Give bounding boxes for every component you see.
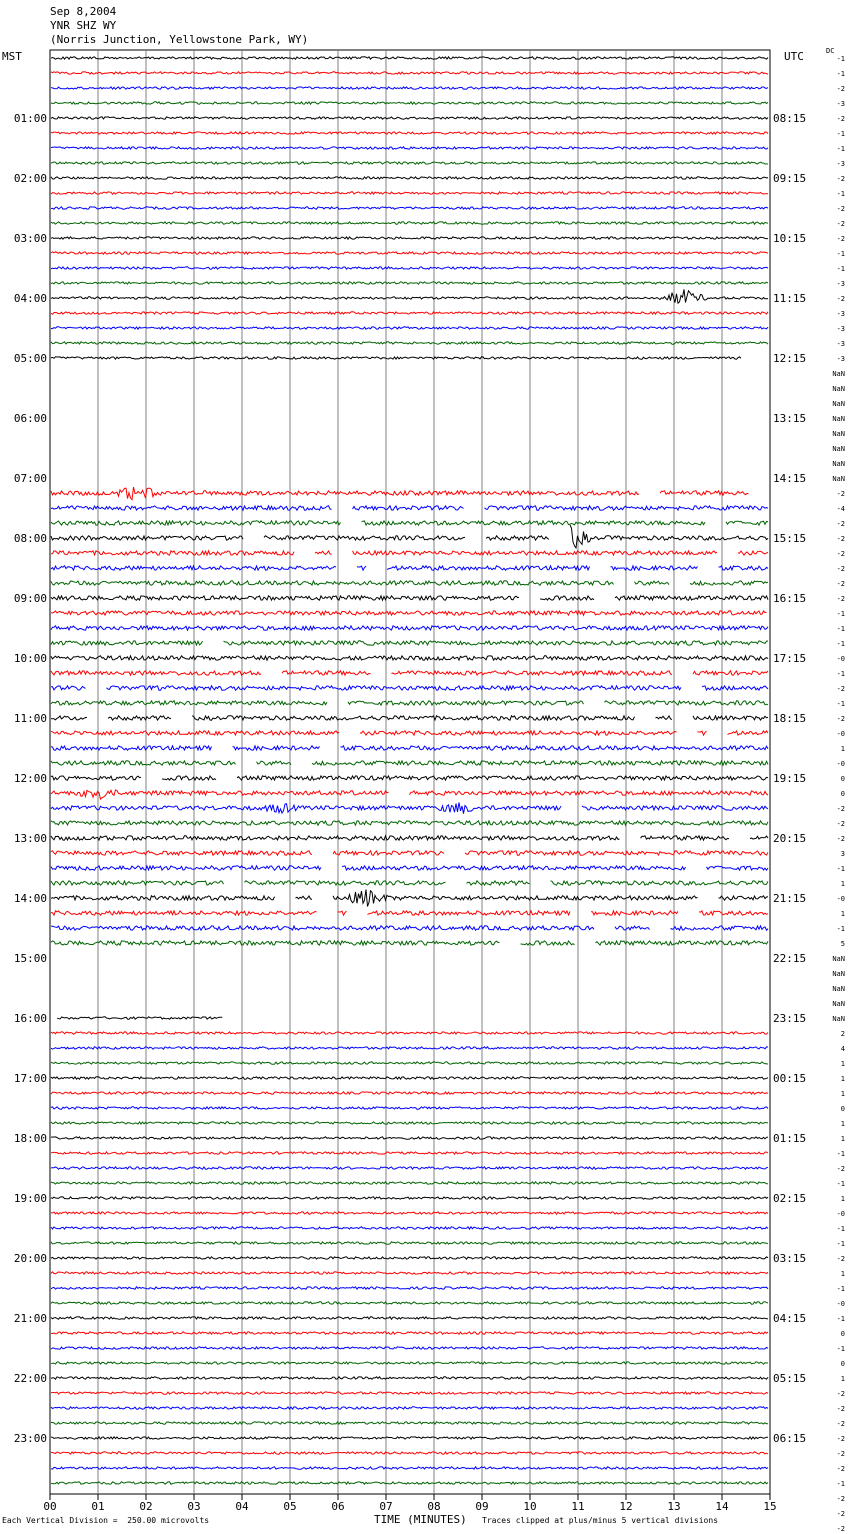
seismic-trace	[51, 1437, 768, 1439]
seismic-trace	[51, 1332, 768, 1334]
mst-hour-label: 05:00	[13, 352, 47, 365]
seismic-trace	[51, 851, 768, 855]
dc-offset-label: 1	[840, 910, 845, 918]
dc-offset-label: -1	[836, 1345, 845, 1353]
mst-hour-label: 09:00	[13, 592, 47, 605]
dc-offset-label: -2	[836, 565, 845, 573]
utc-hour-label: 23:15	[773, 1012, 807, 1025]
x-tick-label: 01	[91, 1500, 105, 1513]
seismic-trace	[51, 1077, 768, 1079]
seismic-trace	[51, 312, 768, 314]
dc-offset-label: -0	[836, 730, 845, 738]
seismic-trace	[51, 890, 768, 907]
utc-hour-label: 20:15	[773, 832, 807, 845]
dc-offset-label: -4	[836, 505, 845, 513]
dc-offset-label: NaN	[832, 385, 845, 393]
dc-offset-label: 4	[840, 1045, 845, 1053]
seismic-trace	[51, 177, 768, 179]
seismic-trace	[51, 790, 768, 799]
dc-offset-label: 1	[840, 1060, 845, 1068]
dc-offset-label: -1	[836, 55, 845, 63]
dc-offset-label: -1	[836, 625, 845, 633]
seismic-trace	[51, 1272, 768, 1274]
dc-offset-label: -2	[836, 1405, 845, 1413]
seismic-trace	[51, 1242, 768, 1244]
dc-offset-label: -0	[836, 1210, 845, 1218]
seismic-trace	[51, 611, 767, 615]
seismic-trace	[51, 1377, 768, 1379]
seismic-trace	[51, 1347, 768, 1349]
dc-offset-label: -2	[836, 295, 845, 303]
mst-hour-label: 22:00	[13, 1372, 47, 1385]
seismic-trace	[51, 671, 768, 675]
dc-offset-label: -2	[836, 205, 845, 213]
x-tick-label: 09	[475, 1500, 489, 1513]
mst-hour-label: 11:00	[13, 712, 47, 725]
dc-offset-label: 1	[840, 1135, 845, 1143]
utc-hour-label: 13:15	[773, 412, 807, 425]
utc-hour-label: 16:15	[773, 592, 807, 605]
dc-offset-label: 1	[840, 1195, 845, 1203]
utc-hour-label: 11:15	[773, 292, 807, 305]
dc-offset-label: -2	[836, 115, 845, 123]
chart-date: Sep 8,2004	[50, 5, 117, 18]
x-tick-label: 12	[619, 1500, 633, 1513]
dc-offset-label: 0	[840, 1360, 845, 1368]
mst-hour-label: 02:00	[13, 172, 47, 185]
dc-offset-label: 1	[840, 1090, 845, 1098]
seismic-trace	[51, 327, 768, 329]
dc-offset-label: -2	[836, 235, 845, 243]
dc-offset-label: -1	[836, 865, 845, 873]
x-tick-label: 11	[571, 1500, 585, 1513]
seismic-trace	[51, 596, 768, 600]
dc-offset-label: 0	[840, 790, 845, 798]
seismic-trace	[51, 686, 768, 690]
mst-hour-label: 14:00	[13, 892, 47, 905]
dc-offset-label: -3	[836, 325, 845, 333]
seismic-trace	[51, 1047, 768, 1049]
seismic-trace	[51, 566, 768, 570]
dc-offset-label: -2	[836, 715, 845, 723]
dc-offset-label: NaN	[832, 475, 845, 483]
dc-offset-label: NaN	[832, 430, 845, 438]
dc-offset-label: -1	[836, 70, 845, 78]
plot-frame	[50, 50, 770, 1494]
dc-offset-label: -2	[836, 1450, 845, 1458]
dc-offset-label: -0	[836, 1300, 845, 1308]
dc-offset-label: 2	[840, 1030, 845, 1038]
dc-offset-label: 0	[840, 1330, 845, 1338]
dc-offset-label: 3	[840, 850, 845, 858]
seismic-trace	[51, 207, 768, 209]
seismic-trace	[51, 1122, 768, 1124]
dc-offset-label: -3	[836, 280, 845, 288]
seismic-trace	[51, 521, 768, 525]
dc-offset-label: 1	[840, 1075, 845, 1083]
seismic-trace	[51, 802, 768, 813]
dc-offset-label: NaN	[832, 1015, 845, 1023]
dc-offset-label: -2	[836, 595, 845, 603]
seismic-trace	[51, 102, 768, 104]
seismic-trace	[51, 1392, 768, 1394]
clip-note: Traces clipped at plus/minus 5 vertical divisions	[482, 1516, 719, 1525]
dc-offset-label: NaN	[832, 415, 845, 423]
seismic-trace	[51, 1167, 768, 1169]
dc-offset-label: 1	[840, 880, 845, 888]
dc-offset-label: NaN	[832, 1000, 845, 1008]
dc-offset-label: NaN	[832, 445, 845, 453]
mst-hour-label: 08:00	[13, 532, 47, 545]
dc-offset-label: -2	[836, 1390, 845, 1398]
dc-offset-label: -1	[836, 610, 845, 618]
dc-offset-label: -2	[836, 550, 845, 558]
dc-offset-label: 0	[840, 1105, 845, 1113]
dc-offset-label: -3	[836, 310, 845, 318]
x-tick-label: 03	[187, 1500, 201, 1513]
seismic-trace	[51, 1317, 768, 1319]
x-tick-label: 06	[331, 1500, 345, 1513]
dc-offset-label: -2	[836, 1420, 845, 1428]
dc-offset-label: -2	[836, 1435, 845, 1443]
dc-offset-label: -1	[836, 190, 845, 198]
utc-hour-label: 04:15	[773, 1312, 807, 1325]
scale-note: Each Vertical Division = 250.00 microvolts	[2, 1516, 210, 1525]
x-tick-label: 02	[139, 1500, 153, 1513]
x-tick-label: 14	[715, 1500, 729, 1513]
utc-hour-label: 03:15	[773, 1252, 807, 1265]
dc-offset-label: NaN	[832, 970, 845, 978]
dc-offset-label: -2	[836, 1495, 845, 1503]
dc-offset-label: -0	[836, 760, 845, 768]
seismic-trace	[51, 641, 768, 645]
utc-hour-label: 17:15	[773, 652, 807, 665]
dc-offset-label: -1	[836, 250, 845, 258]
dc-offset-label: -2	[836, 685, 845, 693]
utc-hour-label: 08:15	[773, 112, 807, 125]
seismic-trace	[51, 1422, 768, 1424]
dc-offset-label: -2	[836, 490, 845, 498]
dc-offset-label: -0	[836, 895, 845, 903]
seismic-trace	[57, 1017, 222, 1019]
seismic-trace	[51, 1362, 768, 1364]
dc-offset-label: -1	[836, 640, 845, 648]
seismic-trace	[51, 1467, 768, 1469]
mst-hour-label: 13:00	[13, 832, 47, 845]
mst-hour-label: 07:00	[13, 472, 47, 485]
x-tick-label: 07	[379, 1500, 393, 1513]
dc-offset-label: -1	[836, 1480, 845, 1488]
dc-offset-label: -3	[836, 340, 845, 348]
dc-offset-label: -3	[836, 355, 845, 363]
dc-offset-label: 1	[840, 1120, 845, 1128]
mst-hour-label: 06:00	[13, 412, 47, 425]
utc-hour-label: 06:15	[773, 1432, 807, 1445]
dc-offset-label: NaN	[832, 460, 845, 468]
x-axis-label: TIME (MINUTES)	[374, 1513, 467, 1526]
seismic-trace	[51, 821, 768, 825]
seismic-trace	[51, 1257, 768, 1259]
seismic-trace	[51, 162, 768, 164]
x-tick-label: 00	[43, 1500, 57, 1513]
dc-offset-label: -1	[836, 1240, 845, 1248]
utc-hour-label: 18:15	[773, 712, 807, 725]
utc-hour-label: 01:15	[773, 1132, 807, 1145]
mst-hour-label: 19:00	[13, 1192, 47, 1205]
dc-offset-label: -2	[836, 1525, 845, 1533]
seismic-trace	[51, 716, 768, 720]
mst-hour-label: 16:00	[13, 1012, 47, 1025]
seismic-trace	[51, 1182, 768, 1184]
seismic-trace	[51, 1212, 768, 1214]
mst-hour-label: 20:00	[13, 1252, 47, 1265]
dc-offset-label: -0	[836, 655, 845, 663]
seismic-trace	[51, 487, 749, 500]
seismic-trace	[51, 1287, 768, 1289]
utc-hour-label: 19:15	[773, 772, 807, 785]
seismic-trace	[51, 746, 768, 750]
seismic-trace	[51, 1197, 768, 1199]
mst-hour-label: 04:00	[13, 292, 47, 305]
mst-hour-label: 03:00	[13, 232, 47, 245]
dc-offset-label: -2	[836, 1255, 845, 1263]
dc-offset-label: -1	[836, 1315, 845, 1323]
seismic-trace	[51, 881, 768, 885]
seismic-trace	[51, 866, 768, 870]
seismic-trace	[51, 357, 741, 359]
dc-offset-label: -2	[836, 175, 845, 183]
seismic-trace	[51, 1107, 768, 1109]
seismic-trace	[51, 626, 768, 630]
left-timezone-label: MST	[2, 50, 22, 63]
dc-offset-label: 1	[840, 1375, 845, 1383]
dc-offset-label: -2	[836, 805, 845, 813]
seismic-trace	[51, 1137, 768, 1139]
seismic-trace	[51, 72, 768, 74]
seismic-trace	[51, 776, 768, 780]
mst-hour-label: 10:00	[13, 652, 47, 665]
dc-offset-label: -1	[836, 130, 845, 138]
seismic-trace	[51, 132, 768, 134]
seismic-trace	[51, 1407, 768, 1409]
dc-offset-label: -2	[836, 535, 845, 543]
seismic-trace	[51, 87, 768, 89]
utc-hour-label: 12:15	[773, 352, 807, 365]
seismic-trace	[51, 911, 768, 915]
dc-offset-label: 1	[840, 745, 845, 753]
seismic-trace	[51, 551, 768, 555]
seismic-trace	[51, 1302, 768, 1304]
mst-hour-label: 01:00	[13, 112, 47, 125]
x-tick-label: 08	[427, 1500, 441, 1513]
dc-offset-label: -1	[836, 145, 845, 153]
dc-offset-label: -1	[836, 700, 845, 708]
dc-offset-label: 5	[840, 940, 845, 948]
utc-hour-label: 10:15	[773, 232, 807, 245]
utc-hour-label: 14:15	[773, 472, 807, 485]
seismic-trace	[51, 1092, 768, 1094]
dc-offset-label: -1	[836, 265, 845, 273]
seismic-trace	[51, 117, 768, 119]
utc-hour-label: 21:15	[773, 892, 807, 905]
mst-hour-label: 17:00	[13, 1072, 47, 1085]
seismic-trace	[51, 506, 768, 510]
mst-hour-label: 12:00	[13, 772, 47, 785]
seismic-trace	[51, 1227, 768, 1229]
seismic-trace	[51, 1452, 768, 1454]
mst-hour-label: 21:00	[13, 1312, 47, 1325]
chart-location: (Norris Junction, Yellowstone Park, WY)	[50, 33, 309, 46]
mst-hour-label: 23:00	[13, 1432, 47, 1445]
x-tick-label: 13	[667, 1500, 681, 1513]
x-tick-label: 15	[763, 1500, 777, 1513]
dc-offset-label: -3	[836, 100, 845, 108]
dc-offset-label: NaN	[832, 955, 845, 963]
x-tick-label: 05	[283, 1500, 297, 1513]
seismic-trace	[51, 731, 768, 735]
dc-offset-label: -2	[836, 220, 845, 228]
dc-offset-label: 1	[840, 1270, 845, 1278]
mst-hour-label: 15:00	[13, 952, 47, 965]
utc-hour-label: 15:15	[773, 532, 807, 545]
seismic-trace	[51, 57, 768, 59]
dc-offset-label: NaN	[832, 985, 845, 993]
mst-hour-label: 18:00	[13, 1132, 47, 1145]
dc-offset-label: -1	[836, 925, 845, 933]
dc-offset-label: -2	[836, 1165, 845, 1173]
seismic-trace	[51, 941, 768, 945]
seismic-trace	[51, 342, 768, 344]
seismic-trace	[51, 282, 768, 284]
seismic-trace	[51, 1482, 768, 1484]
seismic-trace	[51, 1152, 768, 1154]
dc-offset-label: -2	[836, 835, 845, 843]
seismic-trace	[51, 237, 768, 239]
seismic-trace	[51, 147, 768, 149]
dc-offset-label: -2	[836, 820, 845, 828]
dc-offset-label: -1	[836, 1180, 845, 1188]
utc-hour-label: 09:15	[773, 172, 807, 185]
dc-offset-label: -2	[836, 85, 845, 93]
seismic-trace	[51, 1032, 768, 1034]
utc-hour-label: 05:15	[773, 1372, 807, 1385]
seismic-trace	[51, 1062, 768, 1064]
seismic-trace	[51, 222, 768, 224]
dc-offset-label: NaN	[832, 370, 845, 378]
dc-label: DC	[826, 47, 835, 55]
utc-hour-label: 02:15	[773, 1192, 807, 1205]
seismic-trace	[51, 289, 768, 303]
seismic-trace	[51, 581, 768, 585]
seismic-trace	[51, 525, 768, 548]
dc-offset-label: -1	[836, 1225, 845, 1233]
dc-offset-label: NaN	[832, 400, 845, 408]
seismic-trace	[51, 267, 768, 269]
dc-offset-label: -2	[836, 1465, 845, 1473]
seismic-trace	[51, 656, 768, 660]
dc-offset-label: -1	[836, 1285, 845, 1293]
dc-offset-label: 0	[840, 775, 845, 783]
seismic-trace	[51, 836, 768, 840]
x-tick-label: 10	[523, 1500, 537, 1513]
seismic-trace	[51, 701, 768, 705]
seismic-trace	[51, 761, 768, 765]
dc-offset-label: -2	[836, 1510, 845, 1518]
utc-hour-label: 00:15	[773, 1072, 807, 1085]
dc-offset-label: -1	[836, 1150, 845, 1158]
utc-hour-label: 22:15	[773, 952, 807, 965]
right-timezone-label: UTC	[784, 50, 804, 63]
x-tick-label: 04	[235, 1500, 249, 1513]
seismic-trace	[51, 926, 768, 930]
seismic-trace	[51, 192, 768, 194]
dc-offset-label: -3	[836, 160, 845, 168]
seismic-trace	[51, 252, 768, 254]
dc-offset-label: -1	[836, 670, 845, 678]
chart-station: YNR SHZ WY	[50, 19, 117, 32]
dc-offset-label: -2	[836, 580, 845, 588]
dc-offset-label: -2	[836, 520, 845, 528]
